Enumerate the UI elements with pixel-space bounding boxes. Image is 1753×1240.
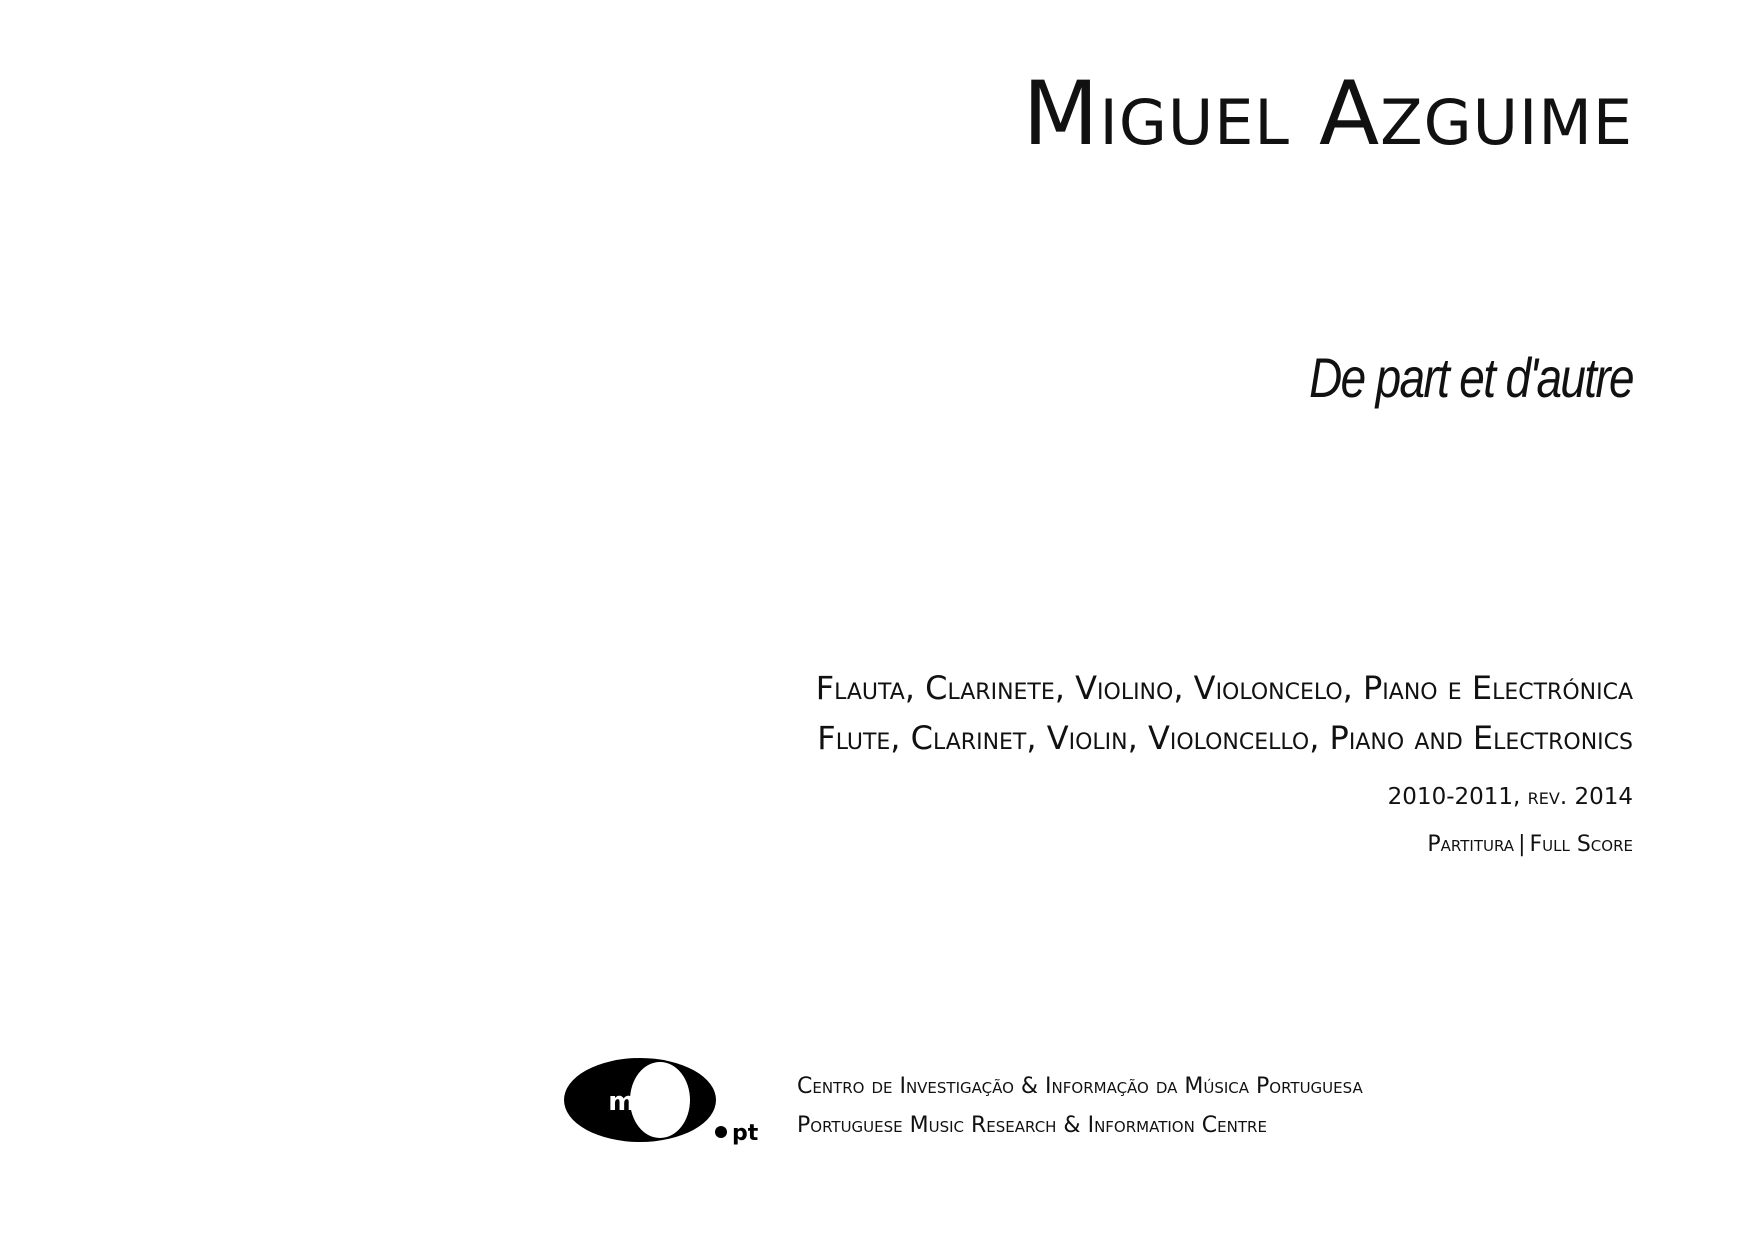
score-type	[1427, 834, 1633, 856]
logo-mic-text: mic	[608, 1087, 660, 1117]
logo-dot-icon	[715, 1126, 727, 1138]
score-type-separator: |	[1518, 832, 1526, 857]
work-title: De part et d'autre	[1309, 346, 1633, 409]
mic-pt-logo	[560, 1050, 760, 1150]
instrumentation-english: Flute, Clarinet, Violin, Violoncello, Piano and Electronics	[817, 719, 1633, 757]
composer-name: Miguel Azguime	[1022, 62, 1633, 165]
score-type-portuguese: Partitura	[1427, 832, 1515, 857]
composition-dates: 2010-2011, rev. 2014	[1387, 784, 1633, 810]
organization-portuguese: Centro de Investigação & Informação da Música Portuguesa	[797, 1074, 1363, 1099]
instrumentation-portuguese: Flauta, Clarinete, Violino, Violoncelo, Piano e Electrónica	[815, 669, 1633, 707]
logo-pt-text: pt	[732, 1121, 759, 1146]
score-type-english: Full Score	[1529, 832, 1633, 857]
organization-english: Portuguese Music Research & Information Centre	[797, 1113, 1267, 1138]
